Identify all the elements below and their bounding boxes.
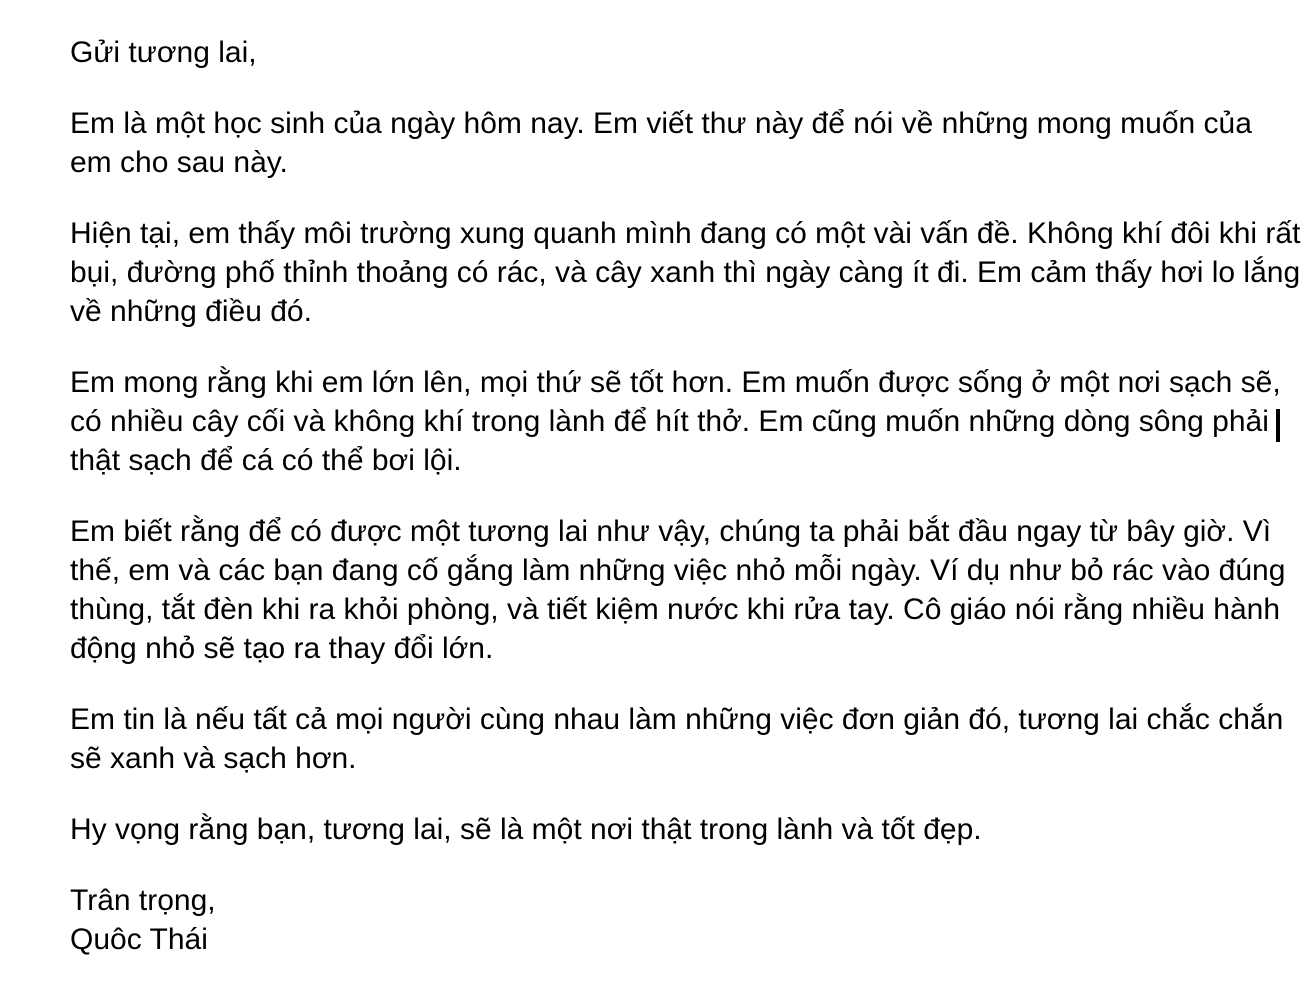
paragraph-belief (70, 700, 1284, 778)
salutation-block (70, 33, 1284, 72)
text-line (70, 739, 1284, 778)
text-line (70, 253, 1301, 292)
text-cursor (1276, 409, 1280, 442)
text-line (70, 402, 1284, 441)
text-line-content: Em mong rằng khi em lớn lên, mọi thứ sẽ tốt hơn. Em muốn được sống ở một nơi sạch sẽ, (70, 366, 1281, 399)
paragraph-actions (70, 512, 1284, 668)
text-line (70, 214, 1301, 253)
text-line-content: em cho sau này. (70, 146, 288, 179)
text-line (70, 920, 1284, 959)
text-line (70, 551, 1284, 590)
text-line (70, 441, 1284, 480)
text-line-content: thật sạch để cá có thể bơi lội. (70, 444, 462, 477)
text-line (70, 881, 1284, 920)
text-line-content: Em là một học sinh của ngày hôm nay. Em viết thư này để nói về những mong muốn của (70, 107, 1252, 140)
text-line (70, 292, 1284, 331)
text-line-content: bụi, đường phố thỉnh thoảng có rác, và cây xanh thì ngày càng ít đi. Em cảm thấy hơi lo lắng (70, 256, 1301, 289)
text-line-content: Em biết rằng để có được một tương lai như vậy, chúng ta phải bắt đầu ngay từ bây giờ. Vì (70, 515, 1272, 548)
signature-block (70, 881, 1284, 959)
text-line-content: động nhỏ sẽ tạo ra thay đổi lớn. (70, 632, 494, 665)
text-line-content: sẽ xanh và sạch hơn. (70, 742, 357, 775)
text-line-content: có nhiều cây cối và không khí trong lành để hít thở. Em cũng muốn những dòng sông phải (70, 405, 1269, 438)
paragraph-wish (70, 810, 1284, 849)
text-line (70, 512, 1284, 551)
paragraph-current-problems (70, 214, 1301, 331)
text-line (70, 810, 1284, 849)
salutation: Gửi tương lai, (70, 36, 257, 69)
text-line-content: Em tin là nếu tất cả mọi người cùng nhau làm những việc đơn giản đó, tương lai chắc chắn (70, 703, 1284, 736)
text-line-content: Hiện tại, em thấy môi trường xung quanh mình đang có một vài vấn đề. Không khí đôi khi rất (70, 217, 1301, 250)
paragraph-intro (70, 104, 1284, 182)
paragraph-hopes (70, 363, 1284, 480)
text-line-content: Hy vọng rằng bạn, tương lai, sẽ là một nơi thật trong lành và tốt đẹp. (70, 813, 982, 846)
text-line (70, 590, 1284, 629)
text-line-content: thế, em và các bạn đang cố gắng làm những việc nhỏ mỗi ngày. Ví dụ như bỏ rác vào đúng (70, 554, 1286, 587)
text-line-content: về những điều đó. (70, 295, 312, 328)
text-line (70, 33, 1284, 72)
text-line (70, 363, 1284, 402)
text-line (70, 629, 1284, 668)
text-line (70, 104, 1284, 143)
text-line-content: thùng, tắt đèn khi ra khỏi phòng, và tiết kiệm nước khi rửa tay. Cô giáo nói rằng nhiều hành (70, 593, 1281, 626)
text-line (70, 143, 1284, 182)
signature-name: Quôc Thái (70, 923, 208, 956)
closing: Trân trọng, (70, 884, 216, 917)
text-line (70, 700, 1284, 739)
